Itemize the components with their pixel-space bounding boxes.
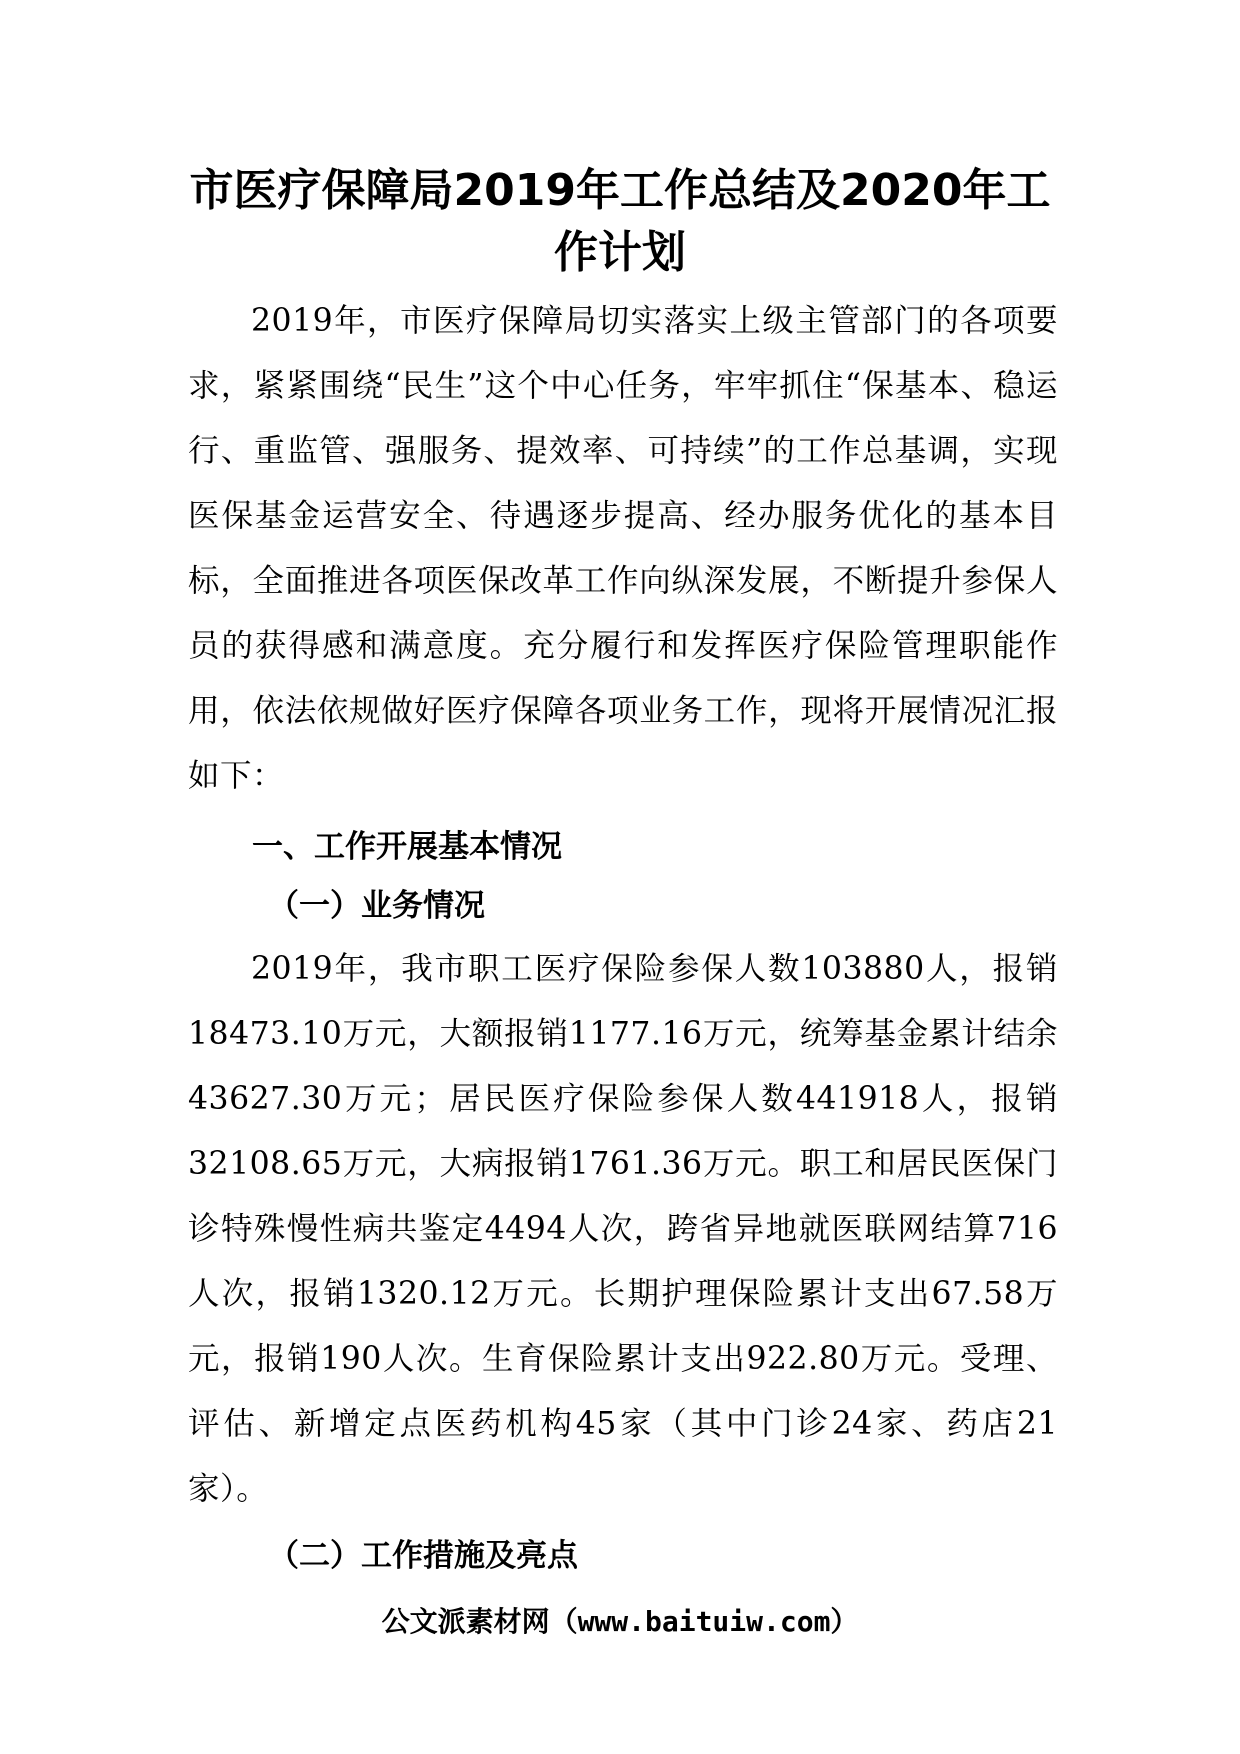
- subsection-heading-measures: （二）工作措施及亮点: [268, 1538, 578, 1574]
- subsection-heading-business: （一）业务情况: [268, 888, 485, 924]
- title-line-2: 作计划: [554, 227, 686, 278]
- footer-watermark: 公文派素材网（www.baituiw.com）: [381, 1605, 859, 1638]
- intro-paragraph: 2019年，市医疗保障局切实落实上级主管部门的各项要求，紧紧围绕“民生”这个中心任务，牢牢抓住“保基本、稳运行、重监管、强服务、提效率、可持续”的工作总基调，实现医保基金运营安全、待遇逐步提高、经办服务优化的基本目标，全面推进各项医保改革工作向纵深发展，不断提升参保人员的获得感和满意度。充分履行和发挥医疗保险管理职能作用，依法依规做好医疗保障各项业务工作，现将开展情况汇报如下：: [188, 303, 1058, 794]
- section-heading-basic-situation: 一、工作开展基本情况: [252, 829, 562, 865]
- document-title: [180, 160, 1060, 284]
- title-line-1: 市医疗保障局2019年工作总结及2020年工: [189, 165, 1051, 216]
- business-paragraph: 2019年，我市职工医疗保险参保人数103880人，报销18473.10万元，大额报销1177.16万元，统筹基金累计结余43627.30万元；居民医疗保险参保人数441918人，报销32108.65万元，大病报销1761.36万元。职工和居民医保门诊特殊慢性病共鉴定4494人次，跨省异地就医联网结算716人次，报销1320.12万元。长期护理保险累计支出67.58万元，报销190人次。生育保险累计支出922.80万元。受理、评估、新增定点医药机构45家（其中门诊24家、药店21家）。: [188, 951, 1058, 1507]
